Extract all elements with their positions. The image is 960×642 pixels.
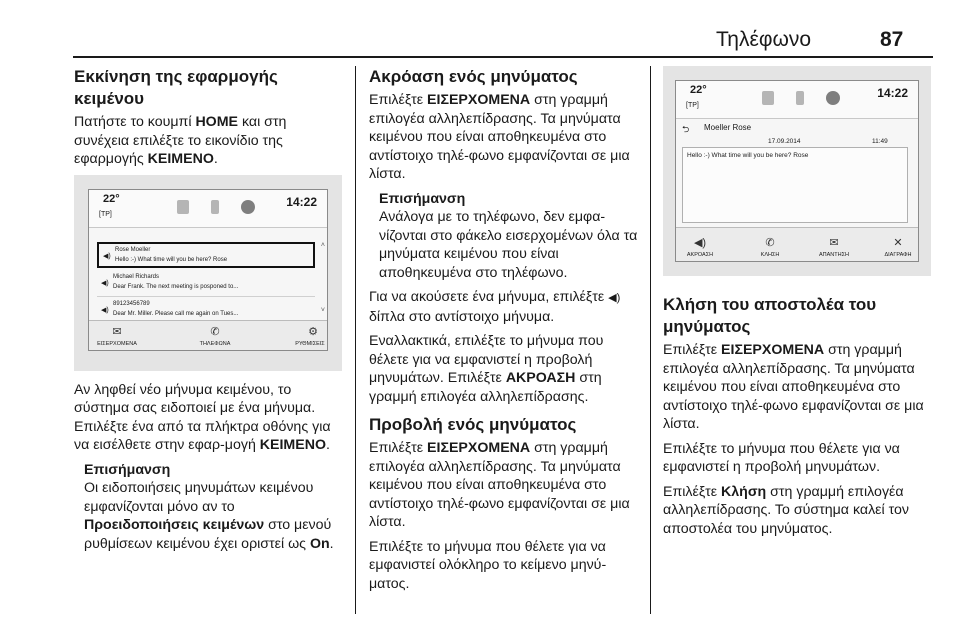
text-app-screenshot bbox=[74, 175, 342, 371]
message-preview: Dear Frank. The next meeting is posponed to... bbox=[113, 283, 239, 290]
phone-app-icon[interactable] bbox=[762, 91, 774, 105]
clock: 14:22 bbox=[286, 194, 317, 209]
speaker-icon: ◀) bbox=[608, 292, 621, 304]
play-message-icon[interactable]: ◀) bbox=[101, 306, 109, 314]
section-heading: Ακρόαση ενός μηνύματος bbox=[369, 67, 578, 86]
delete-icon[interactable]: ✕ bbox=[893, 237, 903, 249]
settings-button[interactable]: ΡΥΘΜΙΣΕΙΣ bbox=[295, 340, 325, 347]
note bbox=[379, 190, 639, 283]
note-text: Ανάλογα με το τηλέφωνο, δεν εμφα‐νίζονται στο φάκελο εισερχομένων όλα τα μηνύματα κειμένου που είναι αποθηκευμένα στο τηλέφωνο. bbox=[379, 209, 638, 281]
text-app-icon[interactable] bbox=[241, 200, 255, 214]
message-time: 11:49 bbox=[872, 138, 888, 145]
device-icon[interactable] bbox=[211, 200, 219, 214]
section-heading: Εκκίνηση της εφαρμογής κειμένου bbox=[74, 67, 278, 108]
column-divider-2 bbox=[650, 66, 651, 614]
sender-name: Rose Moeller bbox=[115, 246, 151, 253]
column-3 bbox=[663, 66, 933, 544]
reply-icon[interactable]: ✉ bbox=[829, 237, 839, 249]
paragraph: Εναλλακτικά, επιλέξτε το μήνυμα που θέλετε για να εμφανιστεί η προβολή μηνυμάτων. Επιλέξτε ΑΚΡΟΑΣΗ στη γραμμή επιλογέα αλληλεπίδρασης. bbox=[369, 333, 604, 405]
page-number: 87 bbox=[880, 28, 904, 51]
status-bar bbox=[676, 81, 918, 119]
message-sender: Moeller Rose bbox=[704, 123, 752, 132]
inbox-button[interactable]: ΕΙΣΕΡΧΟΜΕΝΑ bbox=[97, 340, 137, 347]
listen-icon[interactable]: ◀) bbox=[693, 237, 707, 249]
page-header-title: Τηλέφωνο bbox=[716, 28, 812, 51]
header-rule bbox=[73, 56, 933, 58]
paragraph: Επιλέξτε ΕΙΣΕΡΧΟΜΕΝΑ στη γραμμή επιλογέα αλληλεπίδρασης. Τα μηνύματα κειμένου που είναι αποθηκευμένα στο αντίστοιχο τηλέ‐φωνο εμφανίζονται σε μια λίστα. bbox=[369, 440, 630, 530]
clock: 14:22 bbox=[877, 86, 908, 100]
message-preview: Hello :-) What time will you be here? Rose bbox=[115, 256, 228, 263]
column-1 bbox=[74, 66, 342, 559]
note-heading: Επισήμανση bbox=[84, 461, 171, 478]
settings-icon[interactable]: ⚙ bbox=[308, 325, 318, 338]
paragraph: Αν ληφθεί νέο μήνυμα κειμένου, το σύστημα σας ειδοποιεί με ένα μήνυμα. Επιλέξτε ένα από τα πλήκτρα οθόνης για να εισέλθετε στην εφαρ‐μογή ΚΕΙΜΕΝΟ. bbox=[74, 381, 331, 453]
scroll-up-icon[interactable]: ˄ bbox=[320, 241, 325, 249]
scroll-down-icon[interactable]: ˅ bbox=[320, 306, 325, 314]
paragraph: Επιλέξτε το μήνυμα που θέλετε για να εμφανιστεί ολόκληρο το κείμενο μηνύ‐ματος. bbox=[369, 538, 607, 592]
paragraph: Πατήστε το κουμπί HOME και στη συνέχεια επιλέξτε το εικονίδιο της εφαρμογής ΚΕΙΜΕΝΟ. bbox=[74, 114, 287, 167]
column-divider-1 bbox=[355, 66, 356, 614]
message-date: 17.09.2014 bbox=[768, 138, 801, 145]
section-heading: Προβολή ενός μηνύματος bbox=[369, 415, 577, 434]
section-heading: Κλήση του αποστολέα του μηνύματος bbox=[663, 295, 877, 336]
message-list-item[interactable] bbox=[97, 242, 315, 268]
phones-button[interactable]: ΤΗΛΕΦΩΝΑ bbox=[199, 340, 231, 347]
temperature: 22° bbox=[690, 84, 707, 96]
car-screen bbox=[88, 189, 328, 351]
interaction-selector-bar bbox=[89, 320, 327, 350]
note-text: Οι ειδοποιήσεις μηνυμάτων κειμένου εμφανίζονται μόνο αν το Προειδοποιήσεις κειμένων στο μενού ρυθμίσεων κειμένου έχει οριστεί ως On. bbox=[84, 480, 334, 552]
inbox-icon[interactable]: ✉ bbox=[112, 325, 122, 338]
tp-indicator: [TP] bbox=[99, 210, 112, 218]
temperature: 22° bbox=[103, 192, 120, 205]
phones-icon[interactable]: ✆ bbox=[210, 325, 220, 338]
sender-name: 89123456789 bbox=[113, 300, 150, 307]
car-screen bbox=[675, 80, 919, 262]
note bbox=[84, 461, 342, 554]
phone-app-icon[interactable] bbox=[177, 200, 189, 214]
paragraph: Επιλέξτε Κλήση στη γραμμή επιλογέα αλληλεπίδρασης. Το σύστημα καλεί τον αποστολέα του μηνύματος. bbox=[663, 483, 909, 537]
paragraph: Επιλέξτε ΕΙΣΕΡΧΟΜΕΝΑ στη γραμμή επιλογέα αλληλεπίδρασης. Τα μηνύματα κειμένου που είναι αποθηκευμένα στο αντίστοιχο τηλέ‐φωνο εμφανίζονται σε μια λίστα. bbox=[663, 342, 924, 432]
call-button[interactable]: ΚΛΗΣΗ bbox=[760, 252, 780, 258]
device-icon[interactable] bbox=[796, 91, 804, 105]
column-2 bbox=[369, 66, 639, 599]
interaction-selector-bar bbox=[676, 227, 918, 261]
paragraph: Επιλέξτε το μήνυμα που θέλετε για να εμφανιστεί η προβολή μηνυμάτων. bbox=[663, 440, 900, 475]
paragraph: Επιλέξτε ΕΙΣΕΡΧΟΜΕΝΑ στη γραμμή επιλογέα αλληλεπίδρασης. Τα μηνύματα κειμένου που είναι αποθηκευμένα στο αντίστοιχο τηλέ‐φωνο εμφανίζονται σε μια λίστα. bbox=[369, 92, 630, 182]
message-body-box bbox=[682, 147, 908, 223]
text-app-icon[interactable] bbox=[826, 91, 840, 105]
delete-button[interactable]: ΔΙΑΓΡΑΦΗ bbox=[884, 252, 912, 258]
back-icon[interactable]: ⮌ bbox=[682, 124, 690, 134]
message-view-screenshot bbox=[663, 66, 931, 276]
note-heading: Επισήμανση bbox=[379, 190, 466, 207]
message-body: Hello :-) What time will you be here? Rose bbox=[687, 152, 809, 159]
reply-button[interactable]: ΑΠΑΝΤΗΣΗ bbox=[819, 252, 849, 258]
message-list-item[interactable] bbox=[97, 271, 315, 297]
play-message-icon[interactable]: ◀) bbox=[103, 252, 111, 260]
tp-indicator: [TP] bbox=[686, 102, 699, 109]
paragraph: Για να ακούσετε ένα μήνυμα, επιλέξτε ◀) δίπλα στο αντίστοιχο μήνυμα. bbox=[369, 289, 621, 325]
status-bar bbox=[89, 190, 327, 228]
sender-name: Michael Richards bbox=[113, 273, 160, 280]
listen-button[interactable]: ΑΚΡΟΑΣΗ bbox=[686, 252, 714, 258]
message-preview: Dear Mr. Miller. Please call me again on Tues... bbox=[113, 310, 239, 317]
call-icon[interactable]: ✆ bbox=[765, 237, 775, 249]
play-message-icon[interactable]: ◀) bbox=[101, 279, 109, 287]
